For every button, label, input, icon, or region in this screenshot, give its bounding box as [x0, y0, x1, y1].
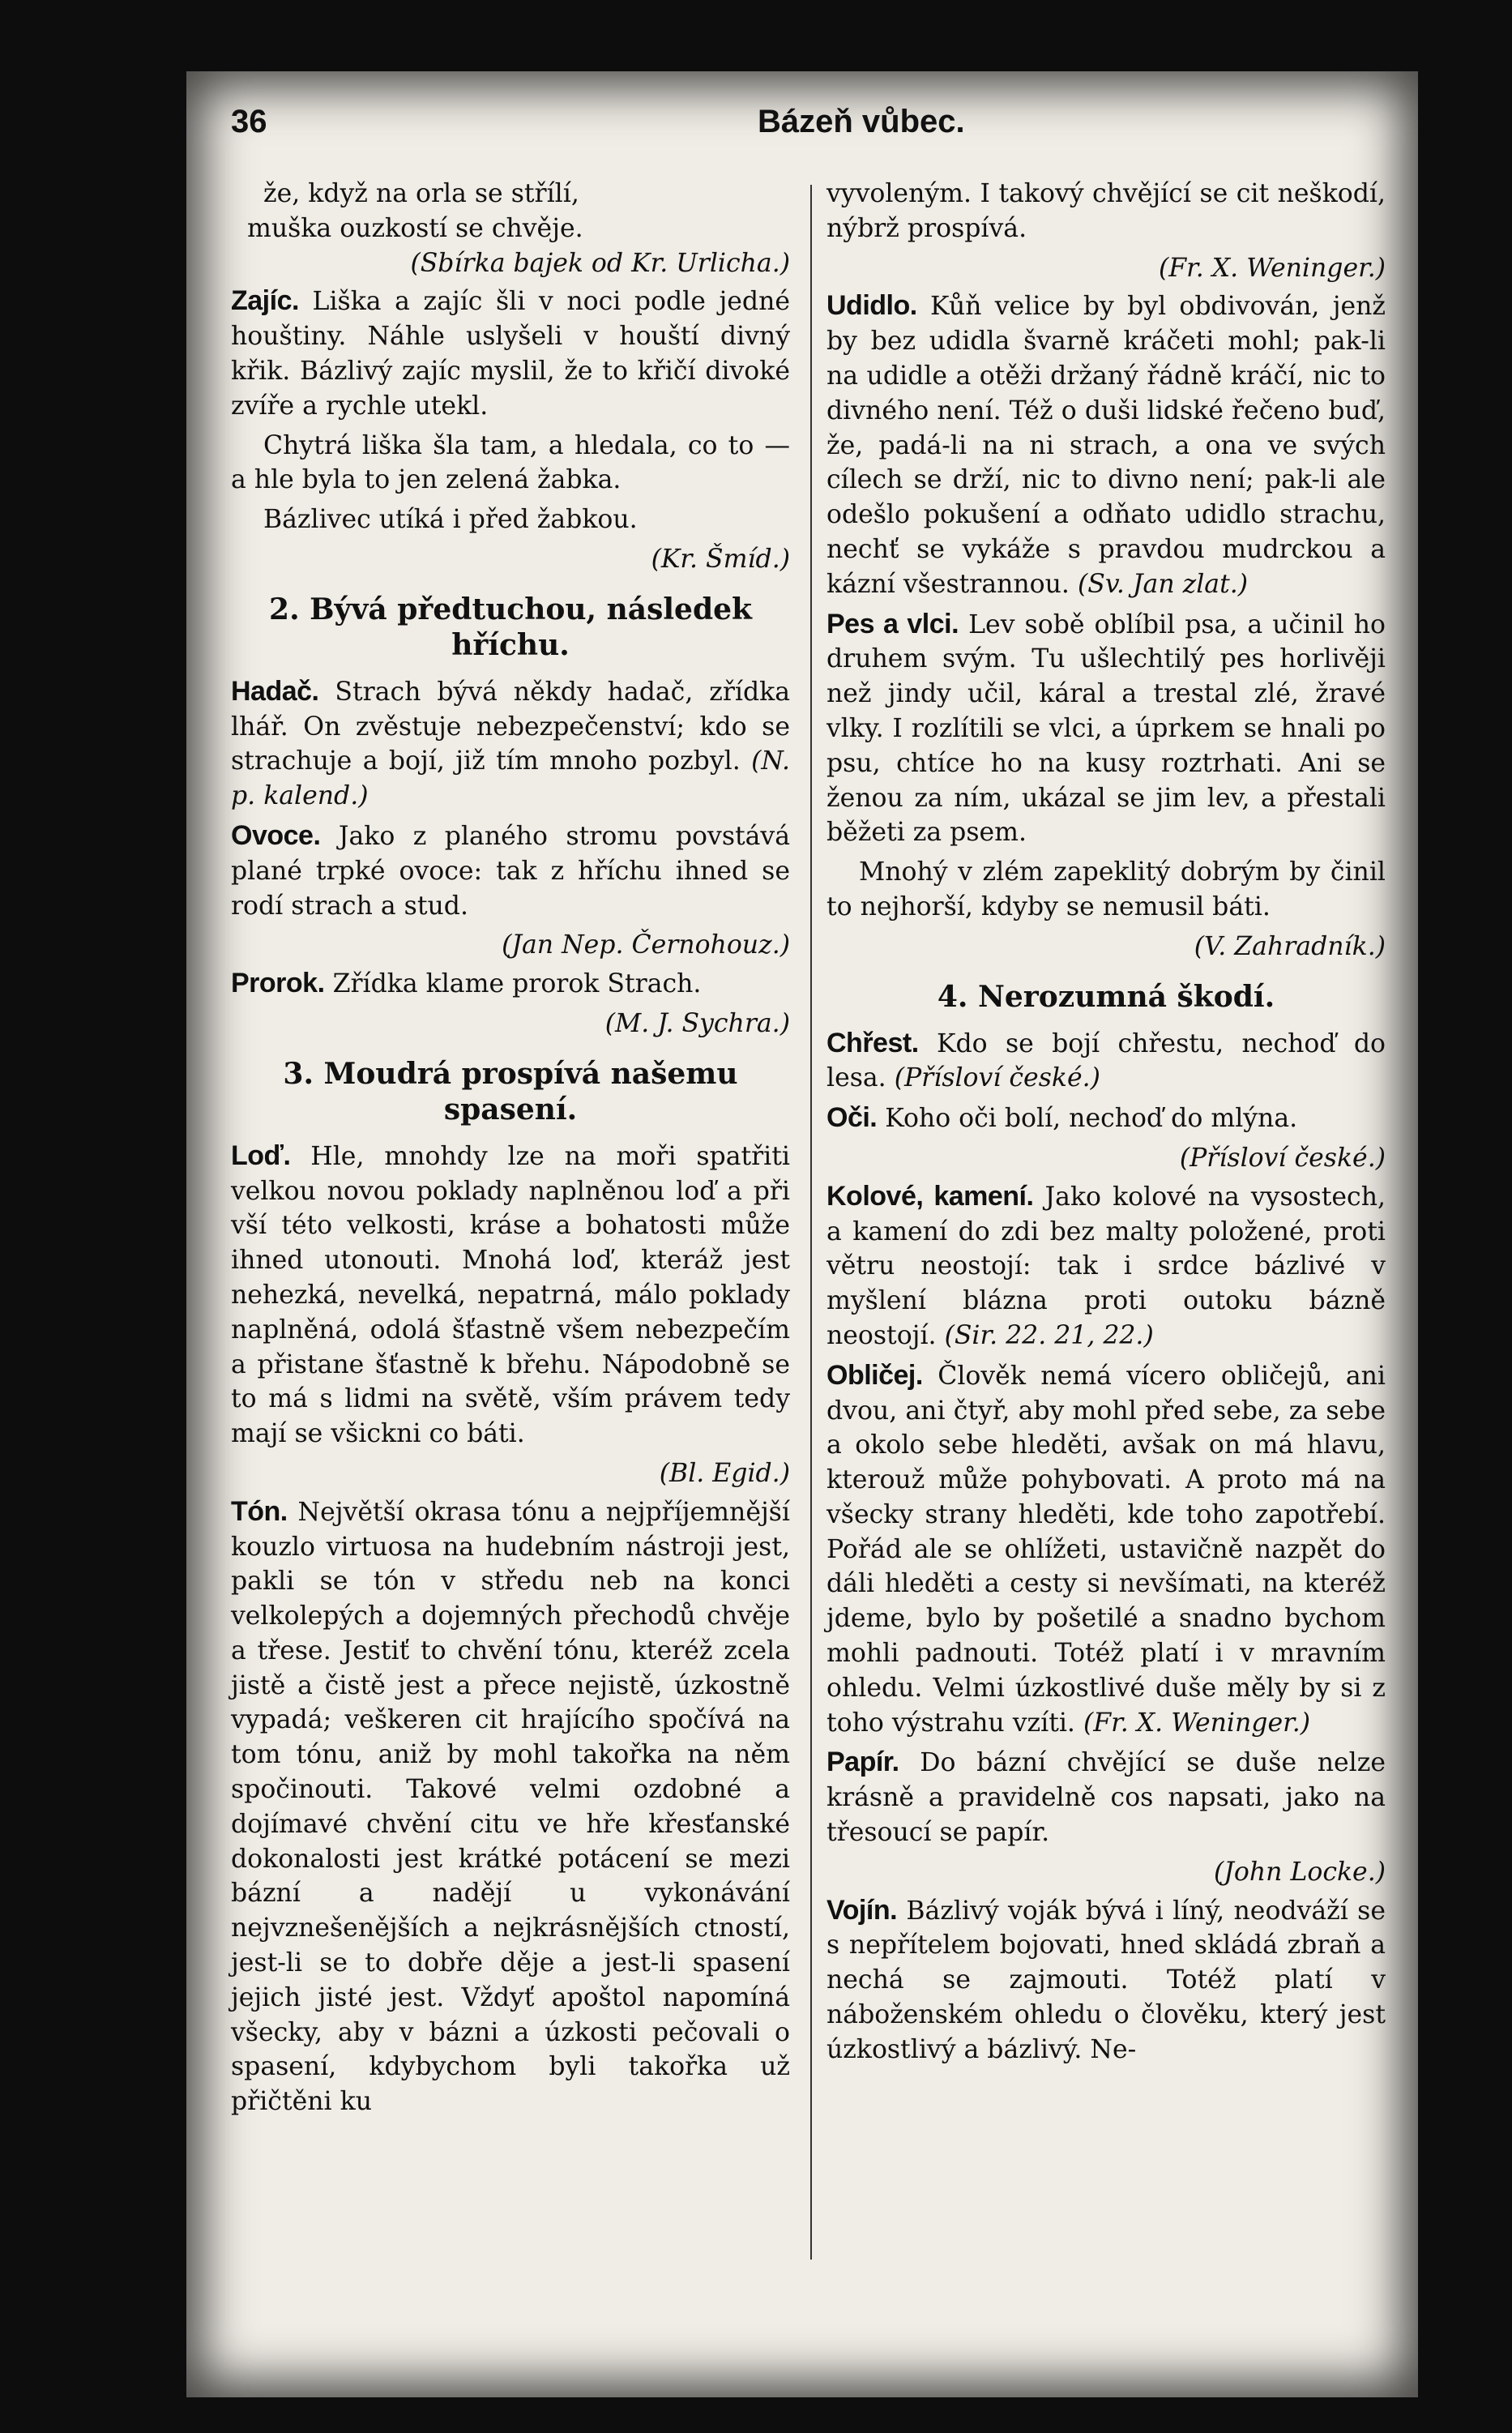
entry-ton: [231, 1494, 790, 2119]
entry-heading: Obličej.: [826, 1359, 923, 1391]
entry-heading: Vojín.: [826, 1894, 898, 1926]
entry-text: Hle, mnohdy lze na moři spatřiti velkou novou poklady naplněnou loď a při vší této velkosti, kráse a bohatosti může ihned utonouti. Mnohá loď, kteráž jest nehezká, nevelká, nepatrná, málo poklady naplněná, odolá šťastně všem nebezpečím a přistane šťastně k břehu. Nápodobně se to má s lidmi na světě, vším právem tedy mají se všickni co báti.: [231, 1141, 790, 1449]
source-citation: (Sbírka bajek od Kr. Urlicha.): [410, 248, 790, 278]
entry-pes-a-vlci: [826, 607, 1386, 851]
entry-heading: Hadač.: [231, 675, 319, 707]
page-number: 36: [231, 104, 267, 139]
entry-heading: Papír.: [826, 1747, 899, 1778]
right-column: [826, 177, 1386, 2072]
entry-oci: [826, 1101, 1386, 1136]
source-citation: (Fr. X. Weninger.): [1083, 1708, 1310, 1738]
entry-text: Kůň velice by byl obdivován, jenž by bez udidla švarně kráčeti mohl; pak-li na udidle a otěži držaný řádně kráčí, nic to divného není. Též o duši lidské řečeno buď, že, padá-li na ni strach, a ona ve svých cílech se drží, nic to divno není; pak-li ale odešlo pokušení a odňato udidlo strachu, nechť se vykáže s pravdou mudrckou a kázní všestrannou.: [826, 292, 1386, 599]
entry-text: Jako z planého stromu povstává plané trpké ovoce: tak z hříchu ihned se rodí strach a stud.: [231, 821, 790, 921]
entry-text: Bázlivec utíká i před žabkou.: [263, 505, 638, 535]
entry-udidlo: [826, 289, 1386, 601]
section-heading: 2. Bývá předtuchou, následek hříchu.: [269, 592, 752, 662]
verse-line: že, když na orla se střílí,: [263, 179, 579, 208]
source-citation: (John Locke.): [1213, 1857, 1386, 1887]
entry-continuation: vyvoleným. I takový chvějící se cit neškodí, nýbrž prospívá.: [826, 179, 1386, 243]
entry-vojin: [826, 1893, 1386, 2067]
entry-heading: Tón.: [231, 1495, 288, 1527]
entry-hadac: [231, 674, 790, 814]
source-citation: (Jan Nep. Černohouz.): [502, 930, 790, 960]
book-page: [186, 71, 1418, 2397]
entry-heading: Chřest.: [826, 1027, 919, 1058]
source-citation: (Sir. 22. 21, 22.): [944, 1320, 1154, 1350]
source-citation: (Přísloví české.): [1179, 1143, 1386, 1173]
column-divider: [810, 185, 812, 2260]
entry-text: Liška a zajíc šli v noci podle jedné houštiny. Náhle uslyšeli v houští divný křik. Bázlivý zajíc myslil, že to křičí divoké zvíře a rychle utekl.: [231, 287, 790, 421]
entry-text: Mnohý v zlém zapeklitý dobrým by činil to nejhorší, kdyby se nemusil báti.: [826, 857, 1386, 921]
entry-oblicej: [826, 1358, 1386, 1741]
source-citation: (Kr. Šmíd.): [651, 544, 790, 574]
source-citation: (Bl. Egid.): [659, 1458, 790, 1488]
section-heading: 4. Nerozumná škodí.: [937, 979, 1275, 1014]
entry-heading: Zajíc.: [231, 285, 299, 317]
entry-text: Kdo se bojí chřestu, nechoď do lesa.: [826, 1028, 1386, 1093]
entry-text: Jako kolové na vysostech, a kamení do zdi bez malty položené, proti větru neostojí: tak i srdce bázlivé v myšlení blázna proti outoku bázně neostojí.: [826, 1182, 1386, 1350]
entry-kolove-kameni: [826, 1179, 1386, 1353]
entry-text: Člověk nemá vícero obličejů, ani dvou, ani čtyř, aby mohl před sebe, za sebe a okolo sebe hleděti, avšak on má hlavu, kterouž může pohybovati. A proto má na všecky strany hleděti, kde toho zapotřebí. Pořád ale se ohlížeti, ustavičně nazpět do dáli hleděti a cesty si nevšímati, na kteréž jdeme, bylo by pošetilé a snadno bychom mohli padnouti. Totéž platí i v mravním ohledu. Velmi úzkostlivé duše měly by si z toho výstrahu vzíti.: [826, 1361, 1386, 1738]
entry-heading: Udidlo.: [826, 290, 917, 322]
running-title: Bázeň vůbec.: [758, 104, 965, 139]
entry-heading: Ovoce.: [231, 819, 321, 851]
entry-ovoce: [231, 819, 790, 923]
entry-text: Koho oči bolí, nechoď do mlýna.: [885, 1104, 1298, 1134]
source-citation: (Přísloví české.): [894, 1063, 1100, 1093]
entry-text: Lev sobě oblíbil psa, a učinil ho druhem svým. Tu ušlechtilý pes horlivěji než jindy učil, káral a trestal zlé, žravé vlky. I rozlítili se vlci, a úprkem se hnali po psu, chtíce ho na kusy roztrhati. Ani se ženou za ním, ukázal se jim lev, a přestali běžeti za psem.: [826, 609, 1386, 848]
entry-heading: Prorok.: [231, 968, 325, 999]
entry-heading: Loď.: [231, 1140, 291, 1171]
entry-text: Zřídka klame prorok Strach.: [332, 969, 702, 999]
entry-heading: Oči.: [826, 1102, 878, 1134]
entry-heading: Kolové, kamení.: [826, 1180, 1034, 1212]
entry-papir: [826, 1745, 1386, 1849]
left-column: [231, 177, 790, 2124]
entry-text: Chytrá liška šla tam, a hledala, co to — a hle byla to jen zelená žabka.: [231, 430, 790, 495]
source-citation: (Sv. Jan zlat.): [1077, 569, 1249, 599]
entry-text: Největší okrasa tónu a nejpříjemnější kouzlo virtuosa na hudebním nástroji jest, pakli se tón v středu neb na konci velkolepých a dojemných přechodů chvěje a třese. Jestiť to chvění tónu, kteréž zcela jistě a čistě jest a přece nejistě, úzkostně vypadá; veškeren cit hrajícího spočívá na tom tónu, aniž by mohl takořka na něm spočinouti. Takové velmi ozdobné a dojímavé chvění citu ve hře křesťanské dokonalosti jest krátké potácení se mezi bázní a nadějí u vykonávání nejvznešenějších a nejkrásnějších ctností, jest-li se to dobře děje a jest-li spasení jejich jisté jest. Vždyť apoštol napomíná všecky, aby v bázni a úzkosti pečovali o spasení, kdybychom byli takořka už přičtěni ku: [231, 1497, 790, 2117]
source-citation: (V. Zahradník.): [1194, 931, 1386, 961]
section-heading: 3. Moudrá prospívá našemu spasení.: [283, 1056, 738, 1127]
source-citation: (M. J. Sychra.): [604, 1008, 790, 1038]
entry-heading: Pes a vlci.: [826, 608, 959, 639]
entry-chrest: [826, 1026, 1386, 1097]
source-citation: (N. p. kalend.): [231, 746, 790, 811]
entry-text: Do bázní chvějící se duše nelze krásně a pravidelně cos napsati, jako na třesoucí se papír.: [826, 1748, 1386, 1848]
entry-text: Bázlivý voják bývá i líný, neodváží se s nepřítelem bojovati, hned skládá zbraň a nechá se zajmouti. Totéž platí v náboženském ohledu o člověku, který jest úzkostlivý a bázlivý. Ne-: [826, 1896, 1386, 2064]
page-header: [231, 96, 1382, 152]
verse-line: muška ouzkostí se chvěje.: [247, 213, 583, 243]
entry-lod: [231, 1139, 790, 1452]
source-citation: (Fr. X. Weninger.): [1158, 253, 1386, 283]
entry-zajic: [231, 284, 790, 423]
entry-text: Strach bývá někdy hadač, zřídka lhář. On zvěstuje nebezpečenství; kdo se strachuje a bojí, již tím mnoho pozbyl.: [231, 677, 791, 776]
entry-prorok: [231, 966, 790, 1002]
